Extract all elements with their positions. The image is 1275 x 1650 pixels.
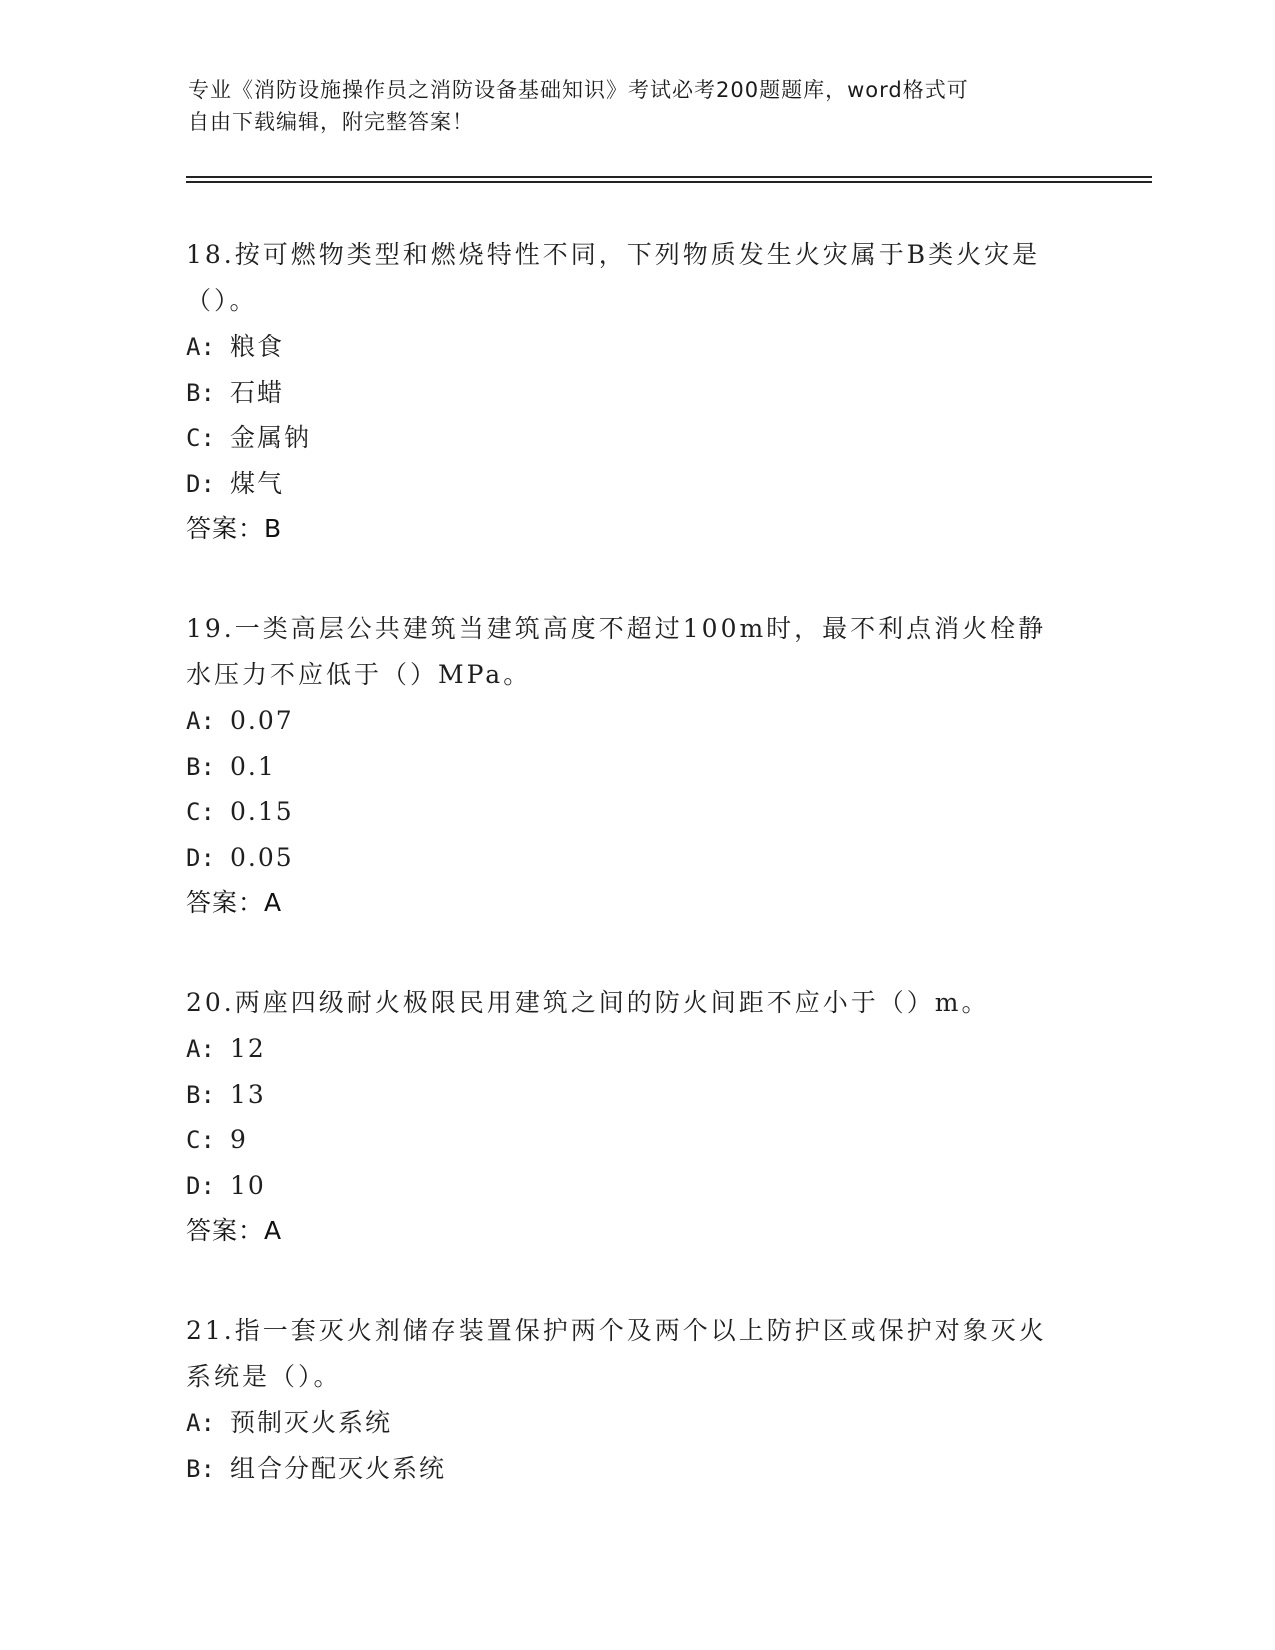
option-b (186, 1446, 1086, 1492)
option-text: 煤气 (230, 468, 285, 498)
option-letter: D: (186, 469, 215, 498)
option-text: 组合分配灭火系统 (230, 1453, 447, 1483)
option-letter: C: (186, 798, 215, 826)
option-c (186, 415, 1086, 461)
option-letter: A: (186, 707, 215, 735)
question-20 (186, 980, 1086, 1254)
question-text-line: （）。 (186, 286, 258, 315)
question-list (186, 232, 1086, 1545)
option-d (186, 1163, 1086, 1209)
answer-line: 答案：B (186, 514, 283, 543)
option-b (186, 370, 1086, 416)
option-text: 金属钠 (230, 423, 312, 452)
question-text-line: 18.按可燃物类型和燃烧特性不同，下列物质发生火灾属于B类火灾是 (186, 240, 1041, 269)
option-text: 预制灭火系统 (230, 1408, 393, 1437)
option-text: 0.15 (230, 797, 294, 826)
option-a (186, 1026, 1086, 1072)
option-c (186, 789, 1086, 835)
header-divider-bottom (186, 181, 1152, 183)
option-text: 0.1 (230, 751, 276, 781)
question-21 (186, 1308, 1086, 1491)
header-line-2: 自由下载编辑，附完整答案！ (188, 110, 474, 134)
question-text-line: 系统是（）。 (186, 1362, 342, 1391)
option-a (186, 1400, 1086, 1446)
option-text: 石蜡 (230, 377, 285, 407)
option-b (186, 1072, 1086, 1118)
option-letter: B: (186, 378, 215, 407)
answer-line: 答案：A (186, 888, 283, 917)
document-header (188, 74, 1068, 138)
option-letter: B: (186, 752, 215, 781)
option-letter: D: (186, 1171, 215, 1200)
option-letter: A: (186, 1035, 215, 1063)
option-letter: B: (186, 1080, 215, 1109)
question-text-line: 20.两座四级耐火极限民用建筑之间的防火间距不应小于（）m。 (186, 988, 990, 1017)
question-text-line: 21.指一套灭火剂储存装置保护两个及两个以上防护区或保护对象灭火 (186, 1316, 1047, 1345)
option-text: 0.05 (230, 842, 294, 872)
option-text: 9 (230, 1125, 248, 1154)
option-text: 13 (230, 1079, 266, 1109)
option-letter: A: (186, 1409, 215, 1437)
option-d (186, 835, 1086, 881)
header-divider-top (186, 176, 1152, 178)
option-d (186, 461, 1086, 507)
option-text: 12 (230, 1034, 266, 1063)
option-text: 粮食 (230, 332, 285, 361)
option-letter: A: (186, 333, 215, 361)
header-line-1: 专业《消防设施操作员之消防设备基础知识》考试必考200题题库，word格式可 (188, 78, 969, 102)
option-text: 0.07 (230, 706, 294, 735)
option-a (186, 324, 1086, 370)
question-19 (186, 606, 1086, 926)
option-letter: B: (186, 1454, 215, 1483)
question-18 (186, 232, 1086, 552)
option-text: 10 (230, 1170, 266, 1200)
option-letter: D: (186, 843, 215, 872)
option-letter: C: (186, 424, 215, 452)
question-text-line: 19.一类高层公共建筑当建筑高度不超过100m时，最不利点消火栓静 (186, 614, 1047, 643)
answer-line: 答案：A (186, 1216, 283, 1245)
option-c (186, 1117, 1086, 1163)
option-a (186, 698, 1086, 744)
option-b (186, 744, 1086, 790)
question-text-line: 水压力不应低于（）MPa。 (186, 660, 532, 689)
option-letter: C: (186, 1126, 215, 1154)
